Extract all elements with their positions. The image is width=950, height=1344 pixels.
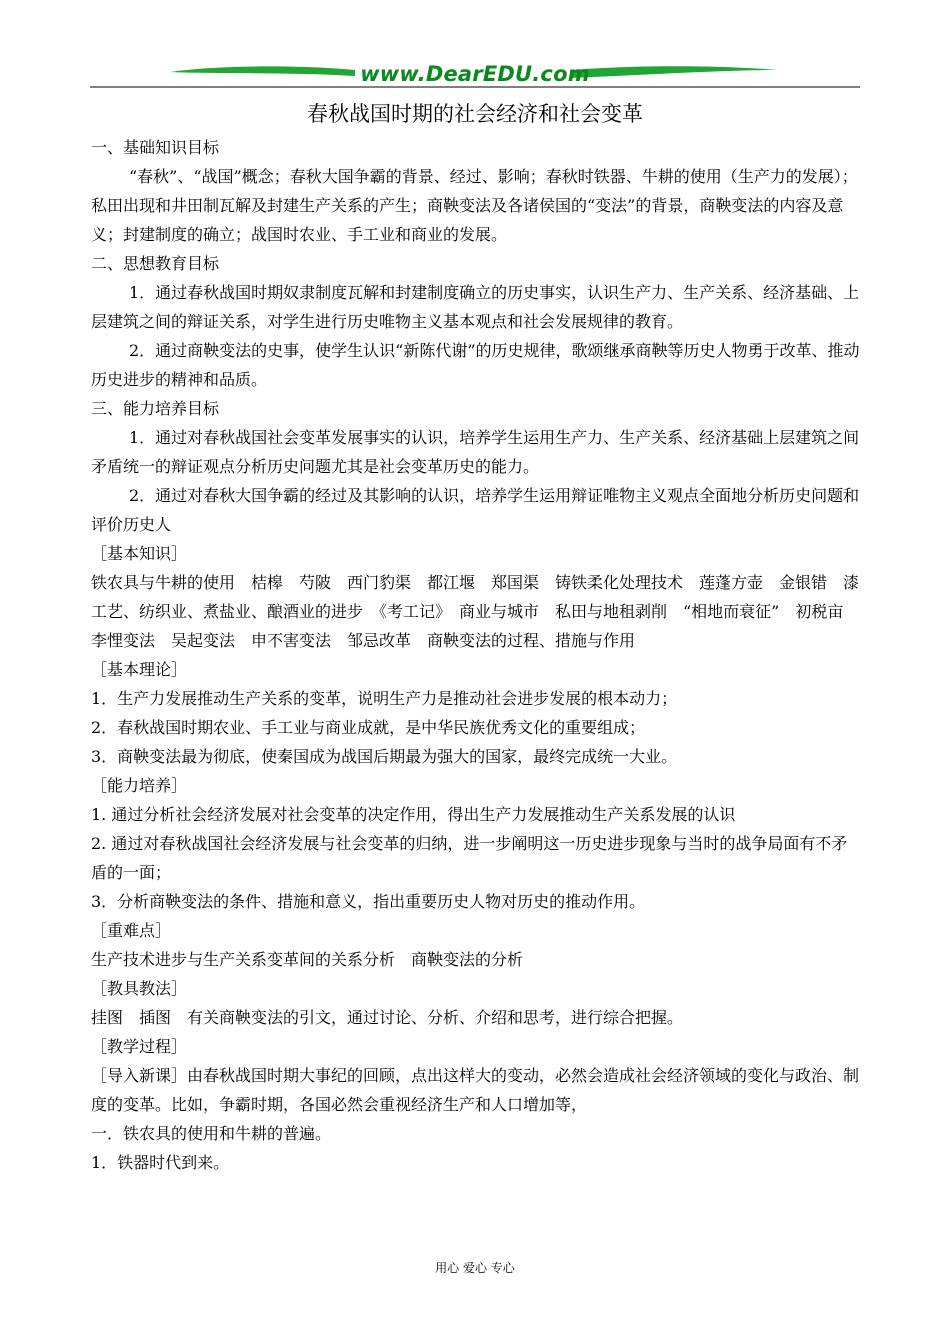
paragraph: ［导入新课］由春秋战国时期大事纪的回顾，点出这样大的变动，必然会造成社会经济领域的变化与政治、制度的变革。比如，争霸时期，各国必然会重视经济生产和人口增加等， [91, 1066, 860, 1114]
paragraph: 2. 通过对春秋战国社会经济发展与社会变革的归纳，进一步阐明这一历史进步现象与当时的战争局面有不矛盾的一面； [91, 834, 848, 882]
paragraph: 铁农具与牛耕的使用 桔槔 芍陂 西门豹渠 都江堰 郑国渠 铸铁柔化处理技术 莲蓬方壶 金银错 漆工艺、纺织业、煮盐业、酿酒业的进步 《考工记》 商业与城市 私田与地租剥削 “相地而衰征” 初税亩 李悝变法 吴起变法 申不害变法 邹忌改革 商鞅变法的过程、措施与作用 [91, 573, 860, 650]
paragraph: 1．通过春秋战国时期奴隶制度瓦解和封建制度确立的历史事实，认识生产力、生产关系、经济基础、上层建筑之间的辩证关系，对学生进行历史唯物主义基本观点和社会发展规律的教育。 [91, 283, 860, 331]
paragraph: ［基本理论］ [91, 660, 188, 679]
paragraph: 一、基础知识目标 [91, 138, 220, 157]
paragraph: 生产技术进步与生产关系变革间的关系分析 商鞅变法的分析 [91, 950, 524, 969]
paragraph: “春秋”、“战国”概念；春秋大国争霸的背景、经过、影响；春秋时铁器、牛耕的使用（生产力的发展）；私田出现和井田制瓦解及封建生产关系的产生；商鞅变法及各诸侯国的“变法”的背景，商鞅变法的内容及意义；封建制度的确立；战国时农业、手工业和商业的发展。 [91, 167, 858, 244]
paragraph: 3．商鞅变法最为彻底，使秦国成为战国后期最为强大的国家，最终完成统一大业。 [91, 747, 678, 766]
paragraph: 1．生产力发展推动生产关系的变革，说明生产力是推动社会进步发展的根本动力； [91, 689, 678, 708]
paragraph: ［能力培养］ [91, 776, 188, 795]
page-footer: 用心 爱心 专心 [435, 1261, 515, 1275]
paragraph: 1．通过对春秋战国社会变革发展事实的认识，培养学生运用生产力、生产关系、经济基础上层建筑之间矛盾统一的辩证观点分析历史问题尤其是社会变革历史的能力。 [91, 428, 860, 476]
paragraph: 2．通过对春秋大国争霸的经过及其影响的认识，培养学生运用辩证唯物主义观点全面地分析历史问题和评价历史人 [91, 486, 860, 534]
paragraph: 1. 通过分析社会经济发展对社会变革的决定作用，得出生产力发展推动生产关系发展的认识 [91, 805, 736, 824]
paragraph: ［基本知识］ [91, 544, 188, 563]
paragraph: ［教学过程］ [91, 1037, 188, 1056]
paragraph: 2．通过商鞅变法的史事，使学生认识“新陈代谢”的历史规律，歌颂继承商鞅等历史人物勇于改革、推动历史进步的精神和品质。 [91, 341, 860, 389]
site-header [90, 58, 860, 90]
paragraph: 二、思想教育目标 [91, 254, 220, 273]
site-logo: www.DearEDU.com [360, 62, 590, 86]
paragraph: 三、能力培养目标 [91, 399, 220, 418]
paragraph: ［重难点］ [91, 921, 172, 940]
paragraph: 一．铁农具的使用和牛耕的普遍。 [91, 1124, 332, 1143]
paragraph: 挂图 插图 有关商鞅变法的引文，通过讨论、分析、介绍和思考，进行综合把握。 [91, 1008, 684, 1027]
paragraph: 3．分析商鞅变法的条件、措施和意义，指出重要历史人物对历史的推动作用。 [91, 892, 646, 911]
paragraph: ［教具教法］ [91, 979, 188, 998]
paragraph: 1．铁器时代到来。 [91, 1153, 230, 1172]
document-body [91, 133, 861, 1177]
paragraph: 2．春秋战国时期农业、手工业与商业成就，是中华民族优秀文化的重要组成； [91, 718, 646, 737]
page-title: 春秋战国时期的社会经济和社会变革 [307, 102, 643, 126]
